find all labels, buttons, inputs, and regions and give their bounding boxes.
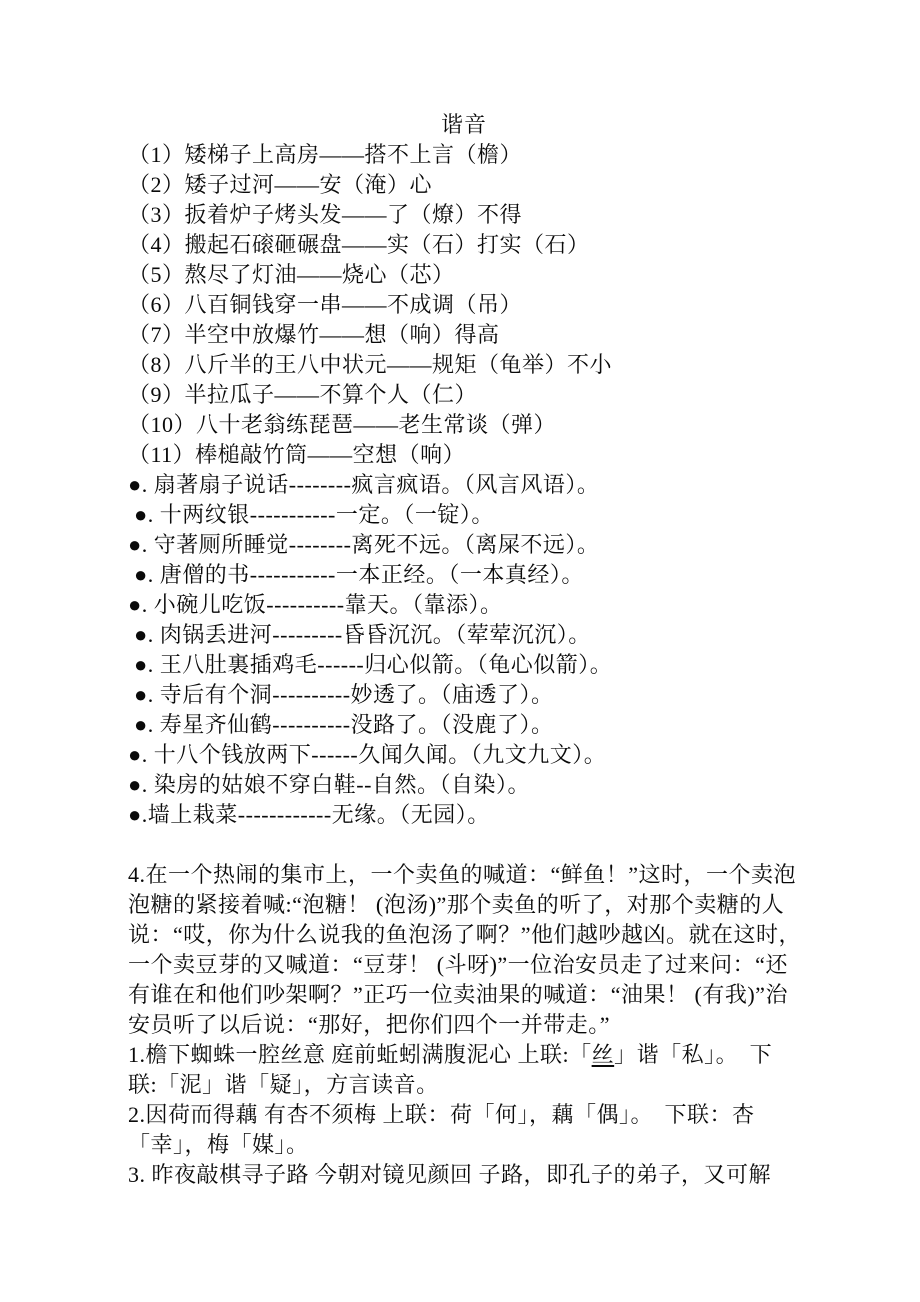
blank-line xyxy=(128,830,800,860)
pun-item-7: ●. 王八肚裏插鸡毛------归心似箭。（龟心似箭）。 xyxy=(128,652,613,677)
pun-item-9: ●. 寿星齐仙鹤----------没路了。（没鹿了）。 xyxy=(128,712,554,737)
story-line-5: 有谁在和他们吵架啊？”正巧一位卖油果的喊道：“油果！ (有我)”治 xyxy=(128,982,788,1007)
pun-item-4: ●. 唐僧的书-----------一本正经。（一本真经）。 xyxy=(128,562,584,587)
document-content xyxy=(128,110,800,1190)
homophone-item-2: （2）矮子过河——安（淹）心 xyxy=(128,172,433,197)
homophone-item-1: （1）矮梯子上高房——搭不上言（檐） xyxy=(128,142,523,167)
homophone-item-8: （8）八斤半的王八中状元——规矩（龟举）不小 xyxy=(128,352,613,377)
story-line-6: 安员听了以后说：“那好，把你们四个一并带走。” xyxy=(128,1012,611,1037)
pun-item-10: ●. 十八个钱放两下------久闻久闻。（九文九文）。 xyxy=(128,742,607,767)
pun-item-6: ●. 肉锅丢进河---------昏昏沉沉。（荤荤沉沉）。 xyxy=(128,622,591,647)
homophone-item-4: （4）搬起石磙砸碾盘——实（石）打实（石） xyxy=(128,232,590,257)
couplet-1-line-1 xyxy=(128,1040,800,1070)
homophone-item-11: （11）棒槌敲竹筒——空想（响） xyxy=(128,442,466,467)
couplet-3-line-1: 3. 昨夜敲棋寻子路 今朝对镜见颜回 子路，即孔子的弟子，又可解 xyxy=(128,1162,772,1187)
story-line-1: 4.在一个热闹的集市上，一个卖鱼的喊道：“鲜鱼！”这时，一个卖泡 xyxy=(128,862,797,887)
homophone-item-3: （3）扳着炉子烤头发——了（燎）不得 xyxy=(128,202,523,227)
couplet-2-line-1: 2.因荷而得藕 有杏不须梅 上联：荷「何」，藕「偶」。 下联：杏 xyxy=(128,1102,755,1127)
couplet-1-text-after: 」谐「私」。 下 xyxy=(614,1042,773,1067)
couplet-1-underlined-char: 丝 xyxy=(591,1042,615,1067)
pun-item-3: ●. 守著厕所睡觉--------离死不远。（离屎不远）。 xyxy=(128,532,600,557)
couplet-1-line-2: 联:「泥」谐「疑」，方言读音。 xyxy=(128,1072,439,1097)
couplet-1-text-before: 1.檐下蜘蛛一腔丝意 庭前蚯蚓满腹泥心 上联:「 xyxy=(128,1042,592,1067)
pun-item-5: ●. 小碗儿吃饭----------靠天。（靠添）。 xyxy=(128,592,503,617)
homophone-item-5: （5）熬尽了灯油——烧心（芯） xyxy=(128,262,455,287)
homophone-item-6: （6）八百铜钱穿一串——不成调（吊） xyxy=(128,292,523,317)
pun-item-1: ●. 扇著扇子说话--------疯言疯语。（风言风语）。 xyxy=(128,472,600,497)
homophone-item-7: （7）半空中放爆竹——想（响）得高 xyxy=(128,322,500,347)
pun-item-11: ●. 染房的姑娘不穿白鞋--自然。（自染）。 xyxy=(128,772,530,797)
homophone-item-10: （10）八十老翁练琵琶——老生常谈（弹） xyxy=(128,412,557,437)
pun-item-12: ●.墙上栽菜------------无缘。（无园）。 xyxy=(128,802,490,827)
story-line-2: 泡糖的紧接着喊:“泡糖！ (泡汤)”那个卖鱼的听了，对那个卖糖的人 xyxy=(128,892,785,917)
page-title: 谐音 xyxy=(440,112,487,137)
pun-item-2: ●. 十两纹银-----------一定。（一锭）。 xyxy=(128,502,494,527)
story-line-3: 说：“哎，你为什么说我的鱼泡汤了啊？”他们越吵越凶。就在这时， xyxy=(128,922,802,947)
homophone-item-9: （9）半拉瓜子——不算个人（仁） xyxy=(128,382,478,407)
pun-item-8: ●. 寺后有个洞----------妙透了。（庙透了）。 xyxy=(128,682,554,707)
couplet-2-line-2: 「幸」，梅「媒」。 xyxy=(128,1132,309,1157)
story-line-4: 一个卖豆芽的又喊道：“豆芽！ (斗呀)”一位治安员走了过来问：“还 xyxy=(128,952,788,977)
